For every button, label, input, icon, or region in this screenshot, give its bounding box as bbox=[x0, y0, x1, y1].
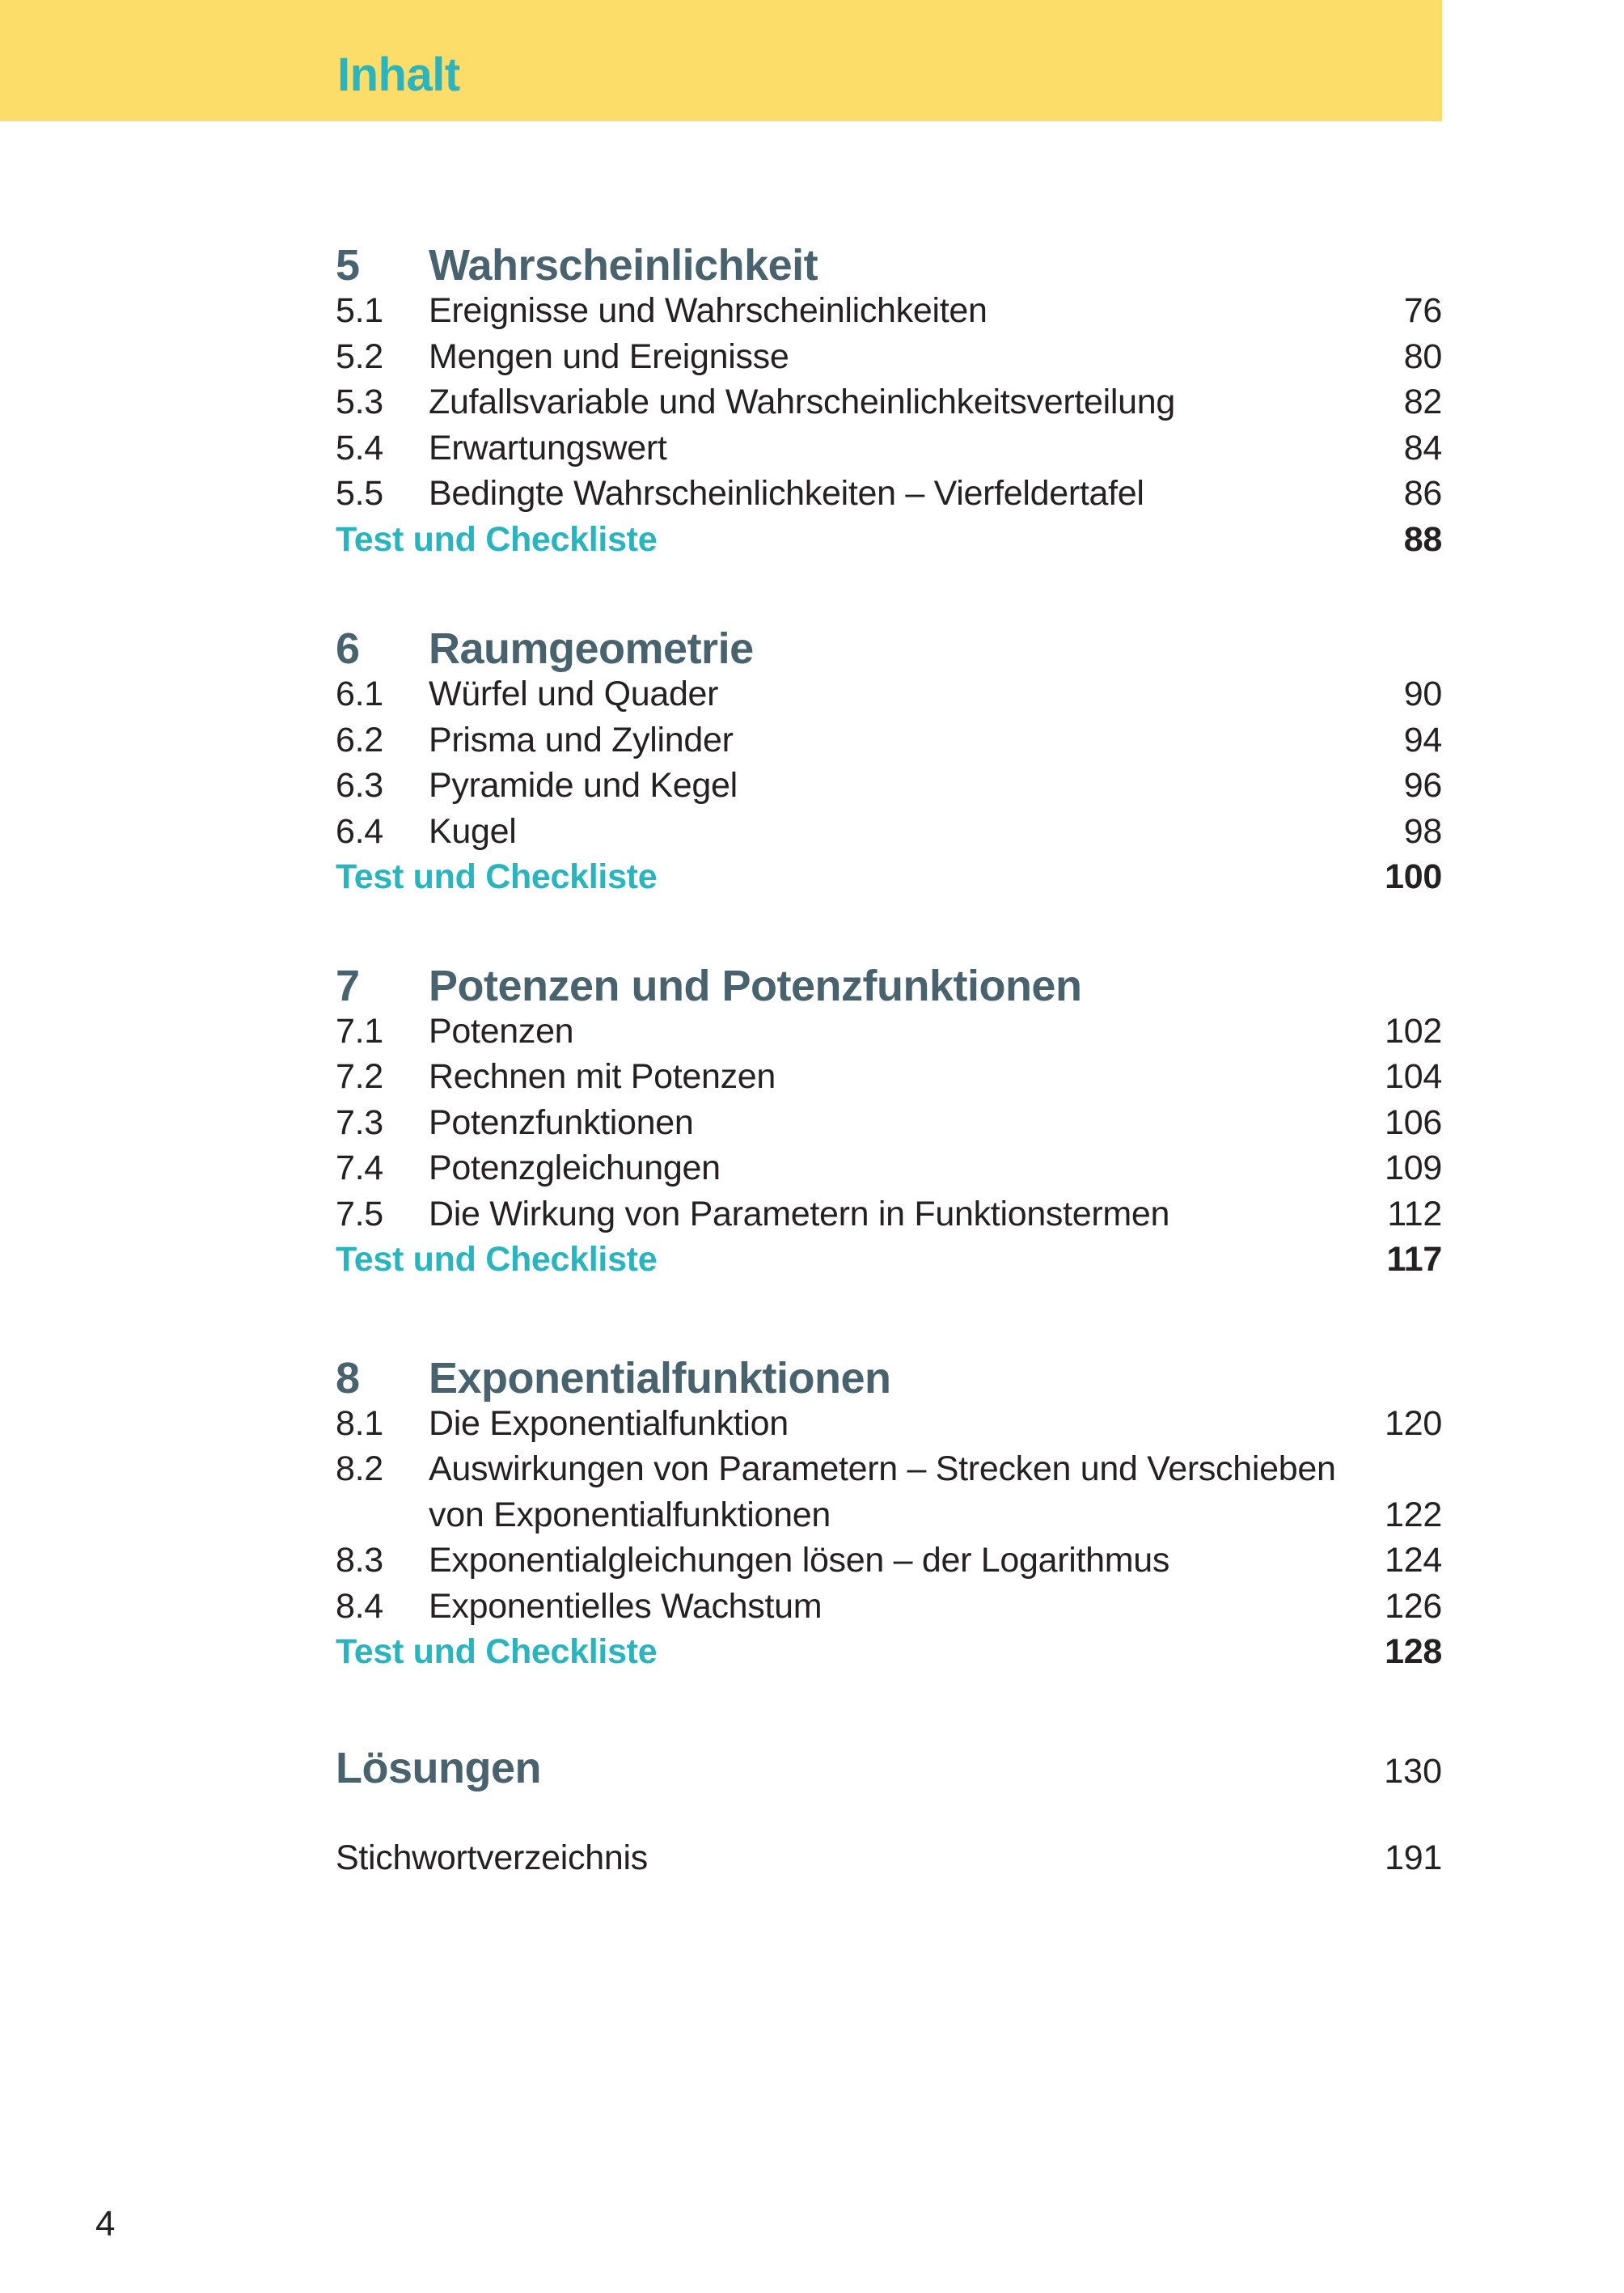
toc-item-title: Kugel bbox=[429, 811, 517, 851]
toc-item-page: 94 bbox=[1403, 720, 1442, 759]
toc-item-page: 126 bbox=[1385, 1586, 1442, 1626]
toc-item-page: 117 bbox=[1386, 1240, 1442, 1279]
toc-item-page: 112 bbox=[1387, 1194, 1442, 1233]
toc-row bbox=[336, 763, 1442, 809]
toc-item-page: 124 bbox=[1385, 1541, 1442, 1580]
toc-item-number: 7.5 bbox=[336, 1194, 383, 1233]
toc-test-row bbox=[336, 517, 1442, 563]
section-heading bbox=[336, 963, 1442, 1009]
table-of-contents bbox=[336, 121, 1442, 1881]
toc-row-continuation bbox=[336, 1492, 1442, 1538]
toc-item-page: 128 bbox=[1385, 1632, 1442, 1671]
section-title: Wahrscheinlichkeit bbox=[429, 241, 818, 290]
toc-row bbox=[336, 1009, 1442, 1055]
toc-item-title: Würfel und Quader bbox=[429, 675, 719, 713]
section-title: Raumgeometrie bbox=[429, 624, 754, 673]
toc-item-title: Zufallsvariable und Wahrscheinlichkeitsverteilung bbox=[429, 383, 1175, 421]
toc-item-page: 80 bbox=[1403, 336, 1442, 376]
toc-item-title: Bedingte Wahrscheinlichkeiten – Vierfeldertafel bbox=[429, 474, 1144, 513]
toc-row bbox=[336, 1584, 1442, 1630]
toc-item-title: Prisma und Zylinder bbox=[429, 720, 734, 759]
toc-row bbox=[336, 809, 1442, 855]
toc-item-title: von Exponentialfunktionen bbox=[429, 1495, 831, 1534]
toc-loesungen-row bbox=[336, 1745, 1442, 1794]
toc-test-row bbox=[336, 854, 1442, 900]
toc-item-title: Mengen und Ereignisse bbox=[429, 336, 789, 376]
toc-item-page: 191 bbox=[1385, 1838, 1442, 1877]
toc-item-title: Rechnen mit Potenzen bbox=[429, 1057, 776, 1096]
toc-row bbox=[336, 717, 1442, 764]
toc-item-page: 100 bbox=[1385, 857, 1442, 896]
toc-item-title: Potenzfunktionen bbox=[429, 1102, 694, 1142]
toc-item-page: 122 bbox=[1385, 1495, 1442, 1534]
toc-row bbox=[336, 379, 1442, 425]
toc-item-page: 120 bbox=[1385, 1403, 1442, 1443]
toc-item-number: 6.4 bbox=[336, 811, 383, 851]
toc-row bbox=[336, 1054, 1442, 1100]
toc-item-title: Potenzen bbox=[429, 1011, 574, 1051]
section-heading bbox=[336, 626, 1442, 671]
toc-item-number: 5.3 bbox=[336, 383, 383, 421]
section-title: Exponentialfunktionen bbox=[429, 1353, 891, 1402]
toc-test-row bbox=[336, 1237, 1442, 1283]
toc-section-5 bbox=[336, 243, 1442, 562]
toc-row bbox=[336, 471, 1442, 517]
section-number: 8 bbox=[336, 1353, 360, 1402]
page-number: 4 bbox=[95, 2204, 116, 2244]
toc-item-title: Exponentielles Wachstum bbox=[429, 1586, 823, 1626]
toc-item-number: 7.3 bbox=[336, 1102, 383, 1142]
toc-row bbox=[336, 671, 1442, 717]
section-title: Potenzen und Potenzfunktionen bbox=[429, 961, 1082, 1010]
toc-row bbox=[336, 1191, 1442, 1237]
stichwortverzeichnis-title: Stichwortverzeichnis bbox=[336, 1838, 648, 1877]
toc-row bbox=[336, 334, 1442, 380]
header-bar bbox=[0, 0, 1442, 121]
toc-item-page: 90 bbox=[1403, 675, 1442, 713]
test-checkliste-label: Test und Checkliste bbox=[336, 1240, 658, 1279]
toc-item-title: Potenzgleichungen bbox=[429, 1149, 721, 1187]
loesungen-title: Lösungen bbox=[336, 1743, 541, 1792]
toc-item-page: 82 bbox=[1403, 383, 1442, 421]
toc-item-title: Erwartungswert bbox=[429, 428, 667, 467]
toc-item-number: 8.2 bbox=[336, 1449, 383, 1488]
test-checkliste-label: Test und Checkliste bbox=[336, 519, 658, 559]
toc-item-number: 8.4 bbox=[336, 1586, 383, 1626]
section-number: 5 bbox=[336, 241, 360, 290]
toc-item-page: 96 bbox=[1403, 766, 1442, 805]
toc-row bbox=[336, 1401, 1442, 1447]
toc-row bbox=[336, 1145, 1442, 1191]
toc-row bbox=[336, 1100, 1442, 1146]
toc-item-number: 8.3 bbox=[336, 1541, 383, 1580]
toc-item-number: 6.3 bbox=[336, 766, 383, 805]
section-number: 7 bbox=[336, 961, 360, 1010]
toc-test-row bbox=[336, 1629, 1442, 1675]
toc-section-7 bbox=[336, 963, 1442, 1283]
section-heading bbox=[336, 243, 1442, 288]
test-checkliste-label: Test und Checkliste bbox=[336, 857, 658, 896]
toc-item-page: 86 bbox=[1403, 474, 1442, 513]
toc-item-number: 6.2 bbox=[336, 720, 383, 759]
toc-item-title: Ereignisse und Wahrscheinlichkeiten bbox=[429, 291, 988, 330]
toc-item-page: 106 bbox=[1385, 1102, 1442, 1142]
page-title: Inhalt bbox=[337, 49, 460, 101]
toc-row bbox=[336, 1446, 1442, 1492]
toc-item-number: 5.1 bbox=[336, 291, 383, 330]
toc-item-page: 84 bbox=[1403, 428, 1442, 467]
toc-row bbox=[336, 425, 1442, 472]
toc-item-page: 109 bbox=[1385, 1149, 1442, 1187]
toc-section-8 bbox=[336, 1353, 1442, 1675]
section-number: 6 bbox=[336, 624, 360, 673]
toc-item-page: 102 bbox=[1385, 1011, 1442, 1051]
toc-item-title: Pyramide und Kegel bbox=[429, 766, 738, 805]
toc-item-title: Die Exponentialfunktion bbox=[429, 1403, 789, 1443]
toc-item-page: 88 bbox=[1403, 519, 1442, 559]
toc-item-page: 130 bbox=[1384, 1751, 1442, 1791]
toc-item-title: Auswirkungen von Parametern – Strecken und Verschieben bbox=[429, 1449, 1336, 1488]
toc-item-page: 98 bbox=[1403, 811, 1442, 851]
test-checkliste-label: Test und Checkliste bbox=[336, 1632, 658, 1671]
toc-row bbox=[336, 288, 1442, 334]
toc-item-number: 5.5 bbox=[336, 474, 383, 513]
toc-item-page: 104 bbox=[1385, 1057, 1442, 1096]
toc-item-number: 7.1 bbox=[336, 1011, 383, 1051]
toc-item-number: 6.1 bbox=[336, 675, 383, 713]
toc-item-page: 76 bbox=[1403, 291, 1442, 330]
toc-item-title: Exponentialgleichungen lösen – der Logarithmus bbox=[429, 1541, 1170, 1580]
toc-item-number: 7.2 bbox=[336, 1057, 383, 1096]
toc-item-number: 5.2 bbox=[336, 336, 383, 376]
section-heading bbox=[336, 1353, 1442, 1402]
toc-item-number: 8.1 bbox=[336, 1403, 383, 1443]
toc-item-number: 7.4 bbox=[336, 1149, 383, 1187]
toc-row bbox=[336, 1538, 1442, 1584]
toc-stichwortverzeichnis-row bbox=[336, 1835, 1442, 1881]
toc-section-6 bbox=[336, 626, 1442, 900]
toc-item-title: Die Wirkung von Parametern in Funktionstermen bbox=[429, 1194, 1170, 1233]
toc-item-number: 5.4 bbox=[336, 428, 383, 467]
